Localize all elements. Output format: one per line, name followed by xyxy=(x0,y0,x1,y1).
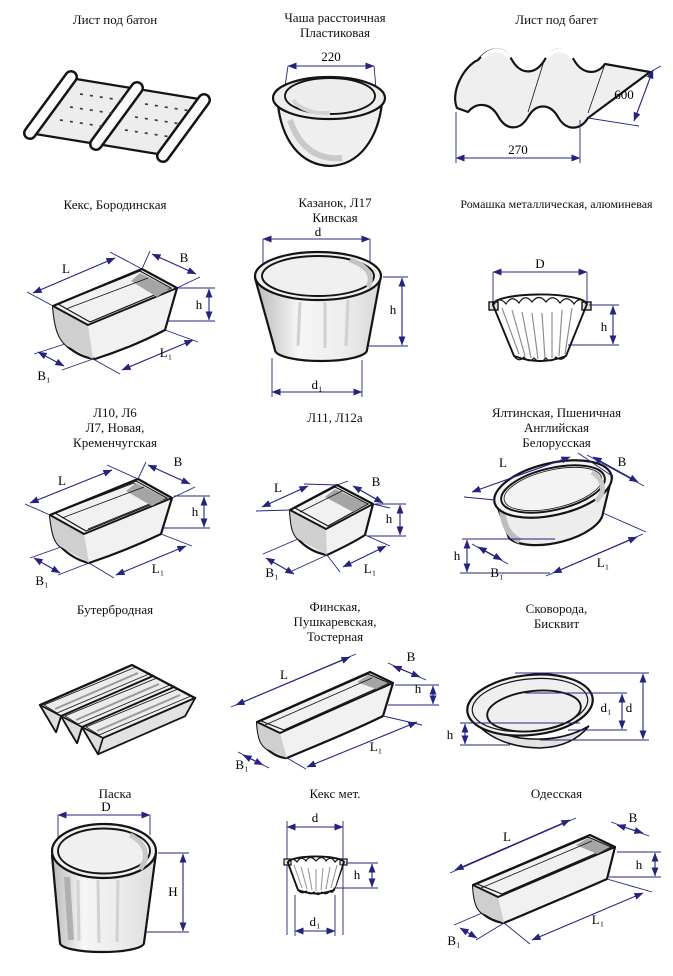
title-line: Тостерная xyxy=(306,629,364,644)
dim-label-B1: B₁ xyxy=(37,368,51,383)
title-line: Пушкаревская, xyxy=(293,614,377,629)
title-proofing-bowl xyxy=(230,10,440,40)
title-yaltinskaya xyxy=(440,405,673,450)
dim-label-h: h xyxy=(195,297,203,312)
dim-label-length: 600 xyxy=(614,87,634,102)
cell-odesskaya xyxy=(440,785,673,976)
title-keks-met xyxy=(230,786,440,801)
title-keks-borodinskaya xyxy=(0,197,230,212)
drawing-paska xyxy=(0,785,230,976)
dim-label-B1: B₁ xyxy=(235,757,249,772)
drawing-keks-borodinskaya xyxy=(0,190,230,400)
cell-yaltinskaya xyxy=(440,400,673,595)
title-line: Лист под багет xyxy=(515,12,598,27)
dim-label-D: D xyxy=(101,799,111,814)
title-romashka xyxy=(440,197,673,212)
title-finskaya xyxy=(230,599,440,644)
dim-label-h: h xyxy=(414,681,422,696)
dim-label-h: h xyxy=(191,504,199,519)
dim-label-h: h xyxy=(635,857,643,872)
dim-label-h: h xyxy=(385,511,393,526)
title-sheet-baguette xyxy=(440,12,673,27)
dim-label-B: B xyxy=(617,454,627,469)
dim-label-B1: B₁ xyxy=(447,933,461,948)
drawing-keks-met xyxy=(230,785,440,976)
drawing-romashka xyxy=(440,190,673,400)
dim-label-D: D xyxy=(535,256,545,271)
dim-label-L: L xyxy=(58,473,66,488)
dim-label-L: L xyxy=(499,455,507,470)
title-line: Л10, Л6 xyxy=(93,405,137,420)
dim-label-d: d xyxy=(625,700,633,715)
dim-label-L1: L₁ xyxy=(596,555,610,570)
title-line: Бутербродная xyxy=(76,602,154,617)
title-sheet-baton xyxy=(0,12,230,27)
cell-sheet-baguette xyxy=(440,0,673,190)
dim-label-B1: B₁ xyxy=(490,565,504,580)
dim-label-B: B xyxy=(628,810,638,825)
title-line: Белорусская xyxy=(522,435,591,450)
title-line: Паска xyxy=(98,786,132,801)
title-line: Ялтинская, Пшеничная xyxy=(491,405,622,420)
dim-label-L: L xyxy=(503,829,511,844)
dim-label-d1: d₁ xyxy=(600,700,612,715)
dim-label-h: h xyxy=(453,548,461,563)
dim-label-h: h xyxy=(389,302,397,317)
title-l10-l6-l7 xyxy=(0,405,230,450)
cell-kazanok-l17 xyxy=(230,190,440,400)
title-line: Чаша расстоичная xyxy=(284,10,386,25)
title-line: Бисквит xyxy=(533,616,580,631)
cell-romashka xyxy=(440,190,673,400)
title-paska xyxy=(0,786,230,801)
title-line: Лист под батон xyxy=(72,12,158,27)
cell-sheet-baton xyxy=(0,0,230,190)
title-l11-l12a xyxy=(230,410,440,425)
dim-label-d: d xyxy=(314,224,322,239)
dim-label-L: L xyxy=(280,667,288,682)
dim-label-B: B xyxy=(371,474,381,489)
dim-label-B: B xyxy=(406,649,416,664)
title-line: Л11, Л12а xyxy=(307,410,363,425)
dim-label-B1: B₁ xyxy=(265,565,279,580)
title-line: Одесская xyxy=(530,786,583,801)
dim-label-h: h xyxy=(446,727,454,742)
cell-keks-borodinskaya xyxy=(0,190,230,400)
drawing-sheet-baton xyxy=(0,0,230,190)
title-line: Финская, xyxy=(309,599,361,614)
dim-label-d1: d₁ xyxy=(309,914,321,929)
dim-label-h: h xyxy=(353,867,361,882)
dim-label-width: 270 xyxy=(508,142,528,157)
cell-finskaya xyxy=(230,595,440,785)
title-skovoroda-biskvit xyxy=(440,601,673,631)
title-kazanok-l17 xyxy=(230,195,440,225)
dim-label-L1: L₁ xyxy=(363,561,377,576)
dim-label-L: L xyxy=(274,480,282,495)
cell-buterbrodnaya xyxy=(0,595,230,785)
drawing-l11-l12a xyxy=(230,400,440,595)
cell-keks-met xyxy=(230,785,440,976)
dim-label-H: H xyxy=(168,884,178,899)
drawing-buterbrodnaya xyxy=(0,595,230,785)
dim-label-d1: d₁ xyxy=(311,377,323,392)
dim-label-L1: L₁ xyxy=(591,912,605,927)
dim-label-width: 220 xyxy=(321,49,341,64)
title-line: Пластиковая xyxy=(300,25,370,40)
dim-label-B: B xyxy=(173,454,183,469)
title-buterbrodnaya xyxy=(0,602,230,617)
dim-label-B1: B₁ xyxy=(35,573,49,588)
title-line: Кекс, Бородинская xyxy=(63,197,167,212)
cell-proofing-bowl xyxy=(230,0,440,190)
title-line: Кременчугская xyxy=(73,435,157,450)
title-line: Английская xyxy=(523,420,590,435)
dim-label-d: d xyxy=(311,810,319,825)
cell-paska xyxy=(0,785,230,976)
title-line: Кивская xyxy=(312,210,358,225)
dim-label-B: B xyxy=(179,250,189,265)
title-line: Л7, Новая, xyxy=(85,420,145,435)
cell-skovoroda-biskvit xyxy=(440,595,673,785)
dim-label-L1: L₁ xyxy=(369,739,383,754)
drawing-odesskaya xyxy=(440,785,673,976)
dim-label-h: h xyxy=(600,319,608,334)
drawing-sheet-baguette xyxy=(440,0,673,190)
cell-l10-l6-l7 xyxy=(0,400,230,595)
title-line: Кекс мет. xyxy=(309,786,361,801)
title-line: Казанок, Л17 xyxy=(298,195,372,210)
title-odesskaya xyxy=(440,786,673,801)
dim-label-L1: L₁ xyxy=(151,561,165,576)
title-line: Ромашка металлическая, алюминевая xyxy=(460,197,653,211)
dim-label-L1: L₁ xyxy=(159,345,173,360)
dim-label-L: L xyxy=(62,261,70,276)
title-line: Сковорода, xyxy=(525,601,588,616)
cell-l11-l12a xyxy=(230,400,440,595)
